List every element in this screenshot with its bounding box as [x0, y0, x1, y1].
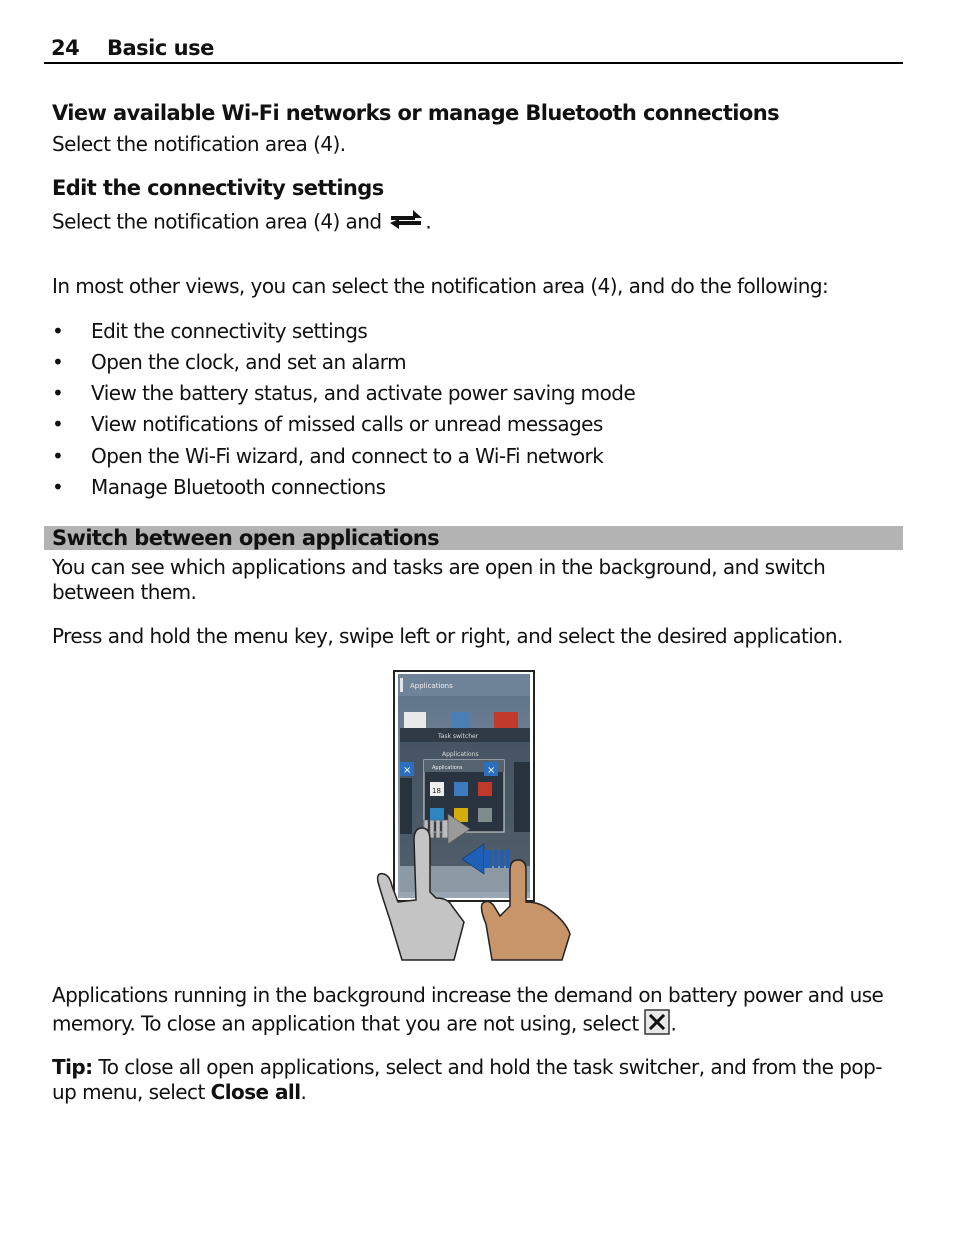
closing-line2-after: .: [670, 1011, 677, 1036]
bullet-marker: •: [52, 381, 64, 405]
switch-para1-line1: You can see which applications and tasks are open in the background, and switch: [52, 555, 826, 579]
task-switcher-illustration: [376, 670, 572, 962]
connectivity-arrows-icon: [387, 207, 425, 239]
switch-para2: Press and hold the menu key, swipe left or right, and select the desired application.: [52, 624, 843, 648]
section-title: Switch between open applications: [52, 526, 440, 550]
connectivity-text: [52, 207, 431, 239]
bullet-marker: •: [52, 444, 64, 468]
connectivity-text-before: Select the notification area (4) and: [52, 209, 382, 234]
tip-line2-after: .: [300, 1080, 307, 1104]
list-item: View notifications of missed calls or unread messages: [91, 412, 603, 436]
bullet-marker: •: [52, 350, 64, 374]
screen-top-bar-text: Applications: [410, 682, 453, 690]
bullet-marker: •: [52, 319, 64, 343]
list-item: Open the clock, and set an alarm: [91, 350, 407, 374]
closing-line2: [52, 1009, 676, 1041]
closing-line2-before: memory. To close an application that you are not using, select: [52, 1011, 639, 1036]
page-number: 24: [51, 36, 80, 60]
close-x-icon: [644, 1009, 670, 1041]
wifi-heading: View available Wi-Fi networks or manage Bluetooth connections: [52, 101, 779, 125]
list-item: Open the Wi-Fi wizard, and connect to a Wi-Fi network: [91, 444, 604, 468]
connectivity-text-after: .: [425, 209, 432, 234]
tip-line2: [52, 1080, 306, 1105]
tip-text: To close all open applications, select and hold the task switcher, and from the pop-: [92, 1055, 882, 1079]
list-item: Edit the connectivity settings: [91, 319, 368, 343]
bullet-marker: •: [52, 475, 64, 499]
tip-line2-before: up menu, select: [52, 1080, 211, 1104]
section-header-bar: [44, 526, 903, 550]
list-item: Manage Bluetooth connections: [91, 475, 386, 499]
connectivity-heading: Edit the connectivity settings: [52, 176, 384, 200]
screen-mini-bar-text: Applications: [432, 765, 463, 771]
bullet-marker: •: [52, 412, 64, 436]
list-item: View the battery status, and activate power saving mode: [91, 381, 636, 405]
screen-applications-text: Applications: [442, 751, 479, 758]
closing-line1: Applications running in the background increase the demand on battery power and use: [52, 983, 884, 1007]
close-all-label: Close all: [210, 1080, 301, 1104]
svg-text:×: ×: [403, 765, 412, 776]
wifi-text: Select the notification area (4).: [52, 132, 346, 156]
page-header: [44, 34, 903, 64]
tip-label: Tip:: [52, 1055, 93, 1079]
tip-line1: [52, 1055, 882, 1080]
chapter-title: Basic use: [107, 36, 214, 60]
other-views-text: In most other views, you can select the notification area (4), and do the following:: [52, 274, 829, 298]
svg-text:×: ×: [487, 765, 496, 776]
switch-para1-line2: between them.: [52, 580, 197, 604]
screen-calendar-day: 18: [432, 787, 441, 795]
screen-task-switcher-text: Task switcher: [438, 733, 479, 740]
